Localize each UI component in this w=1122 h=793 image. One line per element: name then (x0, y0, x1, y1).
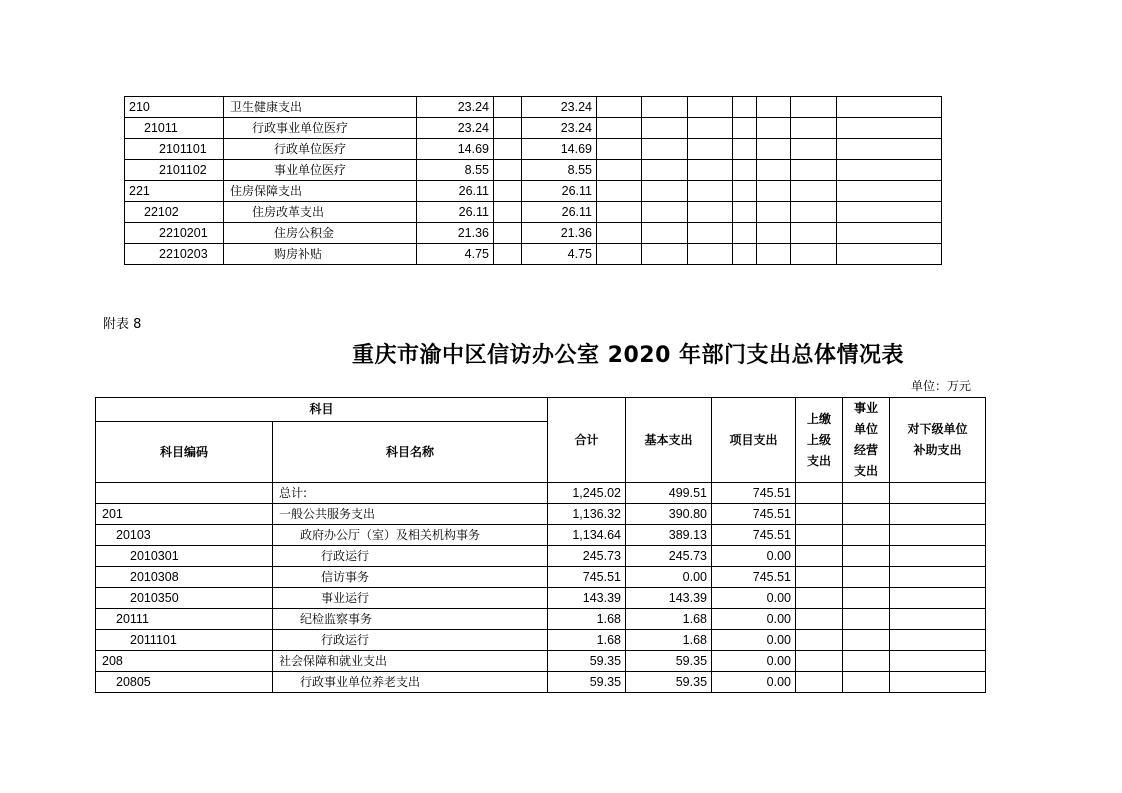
basic-cell: 245.73 (626, 546, 712, 567)
code-cell: 20805 (96, 672, 273, 693)
amount-cell: 4.75 (417, 244, 494, 265)
table-row (96, 504, 986, 525)
empty-cell (733, 118, 757, 139)
project-cell: 0.00 (712, 609, 796, 630)
name-cell: 住房公积金 (224, 223, 417, 244)
empty-cell (688, 160, 733, 181)
name-cell: 一般公共服务支出 (273, 504, 548, 525)
code-cell: 21011 (125, 118, 224, 139)
empty-cell (642, 97, 688, 118)
amount-cell: 26.11 (522, 202, 597, 223)
header-subject: 科目 (96, 398, 548, 422)
table-row (125, 202, 942, 223)
empty-cell (796, 504, 843, 525)
table-row (125, 139, 942, 160)
table-row (96, 567, 986, 588)
amount-cell (494, 139, 522, 160)
name-cell: 行政运行 (273, 630, 548, 651)
empty-cell (796, 567, 843, 588)
amount-cell (494, 223, 522, 244)
header-business: 事业 单位 经营 支出 (843, 398, 890, 483)
empty-cell (688, 139, 733, 160)
header-project: 项目支出 (712, 398, 796, 483)
header-code: 科目编码 (96, 422, 273, 483)
empty-cell (837, 97, 942, 118)
name-cell: 事业运行 (273, 588, 548, 609)
empty-cell (597, 223, 642, 244)
empty-cell (890, 483, 986, 504)
total-cell: 245.73 (548, 546, 626, 567)
basic-cell: 0.00 (626, 567, 712, 588)
code-cell: 22102 (125, 202, 224, 223)
empty-cell (796, 546, 843, 567)
table-row (125, 223, 942, 244)
table-row (125, 244, 942, 265)
code-cell (96, 483, 273, 504)
project-cell: 0.00 (712, 588, 796, 609)
unit-label: 单位：万元 (911, 379, 972, 393)
empty-cell (733, 244, 757, 265)
empty-cell (688, 181, 733, 202)
empty-cell (890, 546, 986, 567)
empty-cell (597, 244, 642, 265)
empty-cell (642, 202, 688, 223)
amount-cell: 23.24 (417, 97, 494, 118)
empty-cell (733, 223, 757, 244)
empty-cell (791, 139, 837, 160)
empty-cell (843, 567, 890, 588)
code-cell: 201 (96, 504, 273, 525)
name-cell: 政府办公厅（室）及相关机构事务 (273, 525, 548, 546)
code-cell: 2010301 (96, 546, 273, 567)
header-upper: 上缴 上级 支出 (796, 398, 843, 483)
empty-cell (791, 118, 837, 139)
empty-cell (843, 504, 890, 525)
empty-cell (642, 160, 688, 181)
name-cell: 住房保障支出 (224, 181, 417, 202)
empty-cell (890, 504, 986, 525)
header-name: 科目名称 (273, 422, 548, 483)
empty-cell (791, 181, 837, 202)
empty-cell (837, 244, 942, 265)
empty-cell (890, 525, 986, 546)
empty-cell (733, 202, 757, 223)
empty-cell (843, 588, 890, 609)
amount-cell: 21.36 (417, 223, 494, 244)
amount-cell: 23.24 (417, 118, 494, 139)
table-row (96, 483, 986, 504)
project-cell: 0.00 (712, 546, 796, 567)
basic-cell: 59.35 (626, 651, 712, 672)
empty-cell (757, 181, 791, 202)
empty-cell (791, 97, 837, 118)
amount-cell: 14.69 (522, 139, 597, 160)
total-cell: 143.39 (548, 588, 626, 609)
empty-cell (757, 244, 791, 265)
table-row (96, 672, 986, 693)
empty-cell (796, 525, 843, 546)
empty-cell (757, 223, 791, 244)
code-cell: 2101101 (125, 139, 224, 160)
expenditure-summary-table (95, 397, 986, 693)
empty-cell (843, 525, 890, 546)
amount-cell: 26.11 (522, 181, 597, 202)
name-cell: 住房改革支出 (224, 202, 417, 223)
top-expense-table (124, 96, 942, 265)
empty-cell (688, 97, 733, 118)
code-cell: 208 (96, 651, 273, 672)
empty-cell (837, 160, 942, 181)
total-cell: 1,245.02 (548, 483, 626, 504)
empty-cell (843, 651, 890, 672)
amount-cell: 21.36 (522, 223, 597, 244)
empty-cell (597, 97, 642, 118)
amount-cell (494, 244, 522, 265)
empty-cell (843, 672, 890, 693)
empty-cell (843, 630, 890, 651)
code-cell: 221 (125, 181, 224, 202)
basic-cell: 59.35 (626, 672, 712, 693)
table-row (96, 588, 986, 609)
amount-cell: 4.75 (522, 244, 597, 265)
total-cell: 1,134.64 (548, 525, 626, 546)
amount-cell: 8.55 (522, 160, 597, 181)
empty-cell (757, 160, 791, 181)
empty-cell (597, 118, 642, 139)
empty-cell (791, 160, 837, 181)
name-cell: 纪检监察事务 (273, 609, 548, 630)
empty-cell (837, 139, 942, 160)
amount-cell: 14.69 (417, 139, 494, 160)
empty-cell (890, 651, 986, 672)
project-cell: 0.00 (712, 630, 796, 651)
empty-cell (890, 567, 986, 588)
amount-cell (494, 160, 522, 181)
empty-cell (890, 630, 986, 651)
empty-cell (791, 244, 837, 265)
code-cell: 2010350 (96, 588, 273, 609)
amount-cell (494, 202, 522, 223)
empty-cell (796, 483, 843, 504)
empty-cell (890, 588, 986, 609)
empty-cell (688, 244, 733, 265)
empty-cell (757, 97, 791, 118)
table-row (96, 651, 986, 672)
project-cell: 745.51 (712, 567, 796, 588)
empty-cell (843, 546, 890, 567)
empty-cell (796, 588, 843, 609)
table-row (96, 525, 986, 546)
empty-cell (642, 139, 688, 160)
name-cell: 卫生健康支出 (224, 97, 417, 118)
name-cell: 行政事业单位医疗 (224, 118, 417, 139)
empty-cell (642, 244, 688, 265)
project-cell: 745.51 (712, 525, 796, 546)
empty-cell (796, 651, 843, 672)
header-total: 合计 (548, 398, 626, 483)
amount-cell: 23.24 (522, 97, 597, 118)
table-row (96, 609, 986, 630)
empty-cell (688, 118, 733, 139)
code-cell: 20111 (96, 609, 273, 630)
empty-cell (796, 609, 843, 630)
table-row (96, 546, 986, 567)
project-cell: 0.00 (712, 672, 796, 693)
amount-cell (494, 97, 522, 118)
total-cell: 1.68 (548, 609, 626, 630)
name-cell: 事业单位医疗 (224, 160, 417, 181)
empty-cell (757, 118, 791, 139)
basic-cell: 499.51 (626, 483, 712, 504)
code-cell: 2210203 (125, 244, 224, 265)
code-cell: 2210201 (125, 223, 224, 244)
total-cell: 59.35 (548, 651, 626, 672)
empty-cell (837, 202, 942, 223)
table-row (125, 118, 942, 139)
name-cell: 社会保障和就业支出 (273, 651, 548, 672)
empty-cell (791, 202, 837, 223)
total-cell: 59.35 (548, 672, 626, 693)
empty-cell (796, 672, 843, 693)
empty-cell (733, 139, 757, 160)
appendix-label: 附表 8 (103, 317, 142, 332)
code-cell: 2011101 (96, 630, 273, 651)
table-row (96, 630, 986, 651)
amount-cell: 23.24 (522, 118, 597, 139)
code-cell: 210 (125, 97, 224, 118)
empty-cell (837, 223, 942, 244)
code-cell: 20103 (96, 525, 273, 546)
code-cell: 2101102 (125, 160, 224, 181)
basic-cell: 389.13 (626, 525, 712, 546)
code-cell: 2010308 (96, 567, 273, 588)
total-cell: 745.51 (548, 567, 626, 588)
empty-cell (733, 160, 757, 181)
name-cell: 行政运行 (273, 546, 548, 567)
empty-cell (642, 223, 688, 244)
project-cell: 745.51 (712, 483, 796, 504)
empty-cell (757, 202, 791, 223)
empty-cell (843, 609, 890, 630)
header-subsidy: 对下级单位 补助支出 (890, 398, 986, 483)
table-row (125, 160, 942, 181)
basic-cell: 1.68 (626, 630, 712, 651)
amount-cell (494, 118, 522, 139)
amount-cell (494, 181, 522, 202)
project-cell: 745.51 (712, 504, 796, 525)
amount-cell: 26.11 (417, 181, 494, 202)
empty-cell (597, 181, 642, 202)
empty-cell (890, 672, 986, 693)
empty-cell (791, 223, 837, 244)
basic-cell: 143.39 (626, 588, 712, 609)
empty-cell (733, 181, 757, 202)
total-cell: 1,136.32 (548, 504, 626, 525)
project-cell: 0.00 (712, 651, 796, 672)
empty-cell (837, 118, 942, 139)
name-cell: 购房补贴 (224, 244, 417, 265)
empty-cell (597, 139, 642, 160)
empty-cell (757, 139, 791, 160)
empty-cell (843, 483, 890, 504)
name-cell: 信访事务 (273, 567, 548, 588)
basic-cell: 1.68 (626, 609, 712, 630)
empty-cell (597, 202, 642, 223)
header-basic: 基本支出 (626, 398, 712, 483)
empty-cell (642, 118, 688, 139)
amount-cell: 26.11 (417, 202, 494, 223)
amount-cell: 8.55 (417, 160, 494, 181)
empty-cell (796, 630, 843, 651)
empty-cell (890, 609, 986, 630)
empty-cell (733, 97, 757, 118)
table-row (125, 97, 942, 118)
empty-cell (837, 181, 942, 202)
name-cell: 行政单位医疗 (224, 139, 417, 160)
page-title: 重庆市渝中区信访办公室 2020 年部门支出总体情况表 (352, 343, 905, 368)
empty-cell (597, 160, 642, 181)
name-cell: 行政事业单位养老支出 (273, 672, 548, 693)
empty-cell (642, 181, 688, 202)
table-row (125, 181, 942, 202)
total-cell: 1.68 (548, 630, 626, 651)
empty-cell (688, 223, 733, 244)
name-cell: 总计: (273, 483, 548, 504)
empty-cell (688, 202, 733, 223)
basic-cell: 390.80 (626, 504, 712, 525)
